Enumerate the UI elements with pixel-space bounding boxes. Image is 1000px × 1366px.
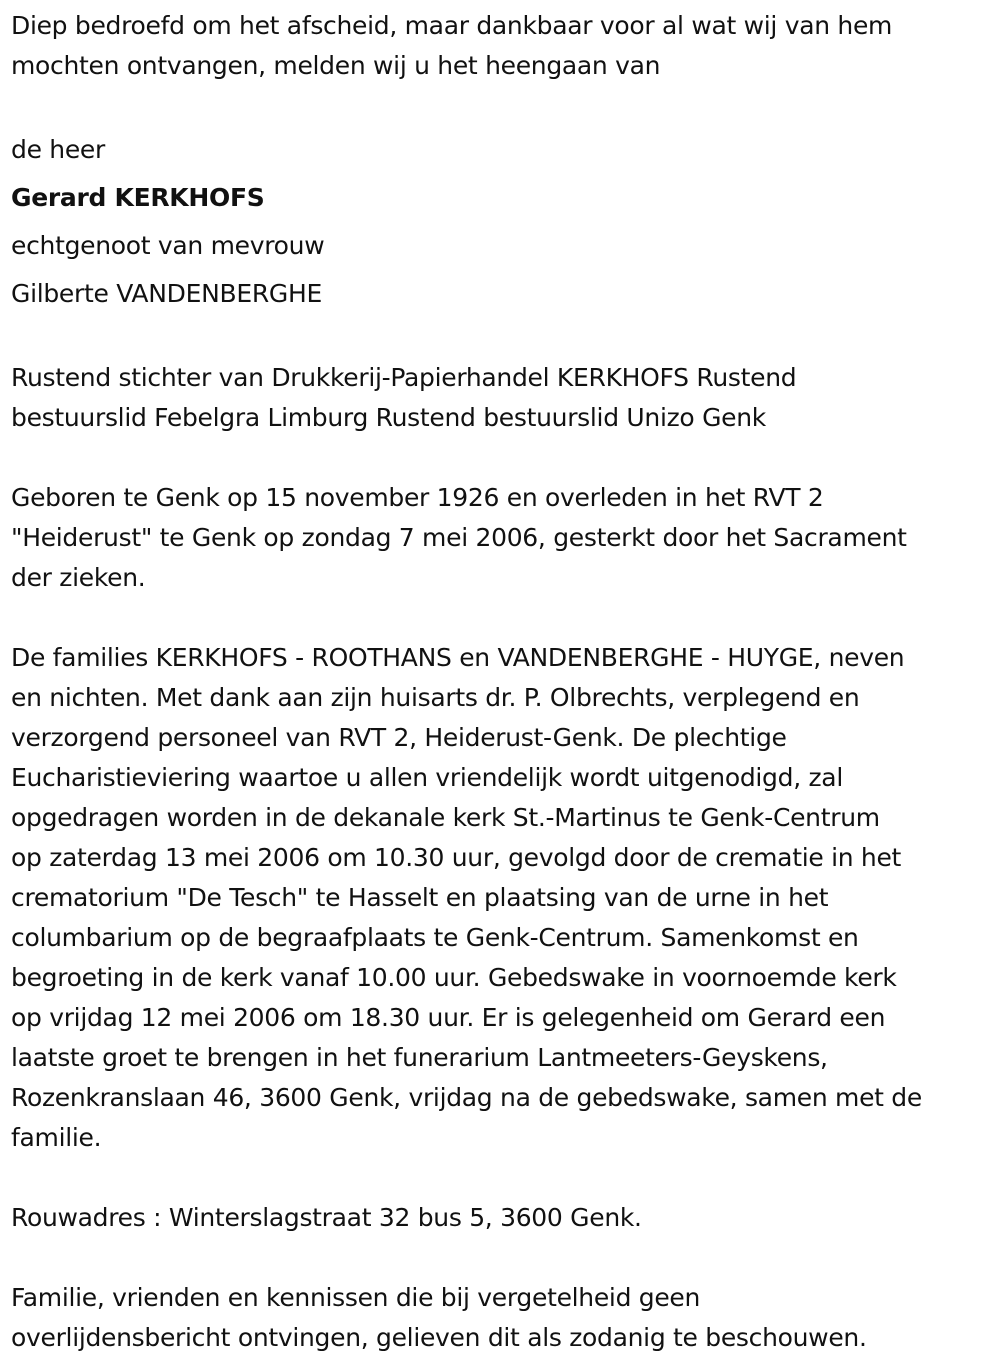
mourning-address: Rouwadres : Winterslagstraat 32 bus 5, 3600 Genk. <box>11 1203 642 1232</box>
families-line: Eucharistieviering waartoe u allen vriendelijk wordt uitgenodigd, zal <box>11 763 843 792</box>
spacer <box>11 318 991 358</box>
closing-paragraph <box>11 1278 991 1358</box>
deceased-name: Gerard KERKHOFS <box>11 183 265 212</box>
spouse-name: Gilberte VANDENBERGHE <box>11 279 322 308</box>
spacer <box>11 1238 991 1278</box>
address-paragraph <box>11 1198 991 1238</box>
families-paragraph <box>11 638 991 1158</box>
obituary-notice <box>11 6 991 1358</box>
families-line: op zaterdag 13 mei 2006 om 10.30 uur, gevolgd door de crematie in het <box>11 843 902 872</box>
families-line: verzorgend personeel van RVT 2, Heiderust-Genk. De plechtige <box>11 723 787 752</box>
birth-death-line: "Heiderust" te Genk op zondag 7 mei 2006, gesterkt door het Sacrament <box>11 523 907 552</box>
intro-line: mochten ontvangen, melden wij u het heengaan van <box>11 51 661 80</box>
families-line: familie. <box>11 1123 102 1152</box>
families-line: Rozenkranslaan 46, 3600 Genk, vrijdag na de gebedswake, samen met de <box>11 1083 922 1112</box>
spacer <box>11 86 991 126</box>
families-line: begroeting in de kerk vanaf 10.00 uur. Gebedswake in voornoemde kerk <box>11 963 897 992</box>
families-line: crematorium "De Tesch" te Hasselt en plaatsing van de urne in het <box>11 883 829 912</box>
birth-death-line: der zieken. <box>11 563 146 592</box>
roles-line: bestuurslid Febelgra Limburg Rustend bestuurslid Unizo Genk <box>11 403 766 432</box>
birth-death-paragraph <box>11 478 991 598</box>
deceased-title: de heer <box>11 135 105 164</box>
families-line: op vrijdag 12 mei 2006 om 18.30 uur. Er is gelegenheid om Gerard een <box>11 1003 886 1032</box>
families-line: en nichten. Met dank aan zijn huisarts dr. P. Olbrechts, verplegend en <box>11 683 860 712</box>
spacer <box>11 438 991 478</box>
families-line: De families KERKHOFS - ROOTHANS en VANDENBERGHE - HUYGE, neven <box>11 643 905 672</box>
spacer <box>11 598 991 638</box>
families-line: laatste groet te brengen in het funerarium Lantmeeters-Geyskens, <box>11 1043 828 1072</box>
families-line: columbarium op de begraafplaats te Genk-Centrum. Samenkomst en <box>11 923 859 952</box>
families-line: opgedragen worden in de dekanale kerk St.-Martinus te Genk-Centrum <box>11 803 880 832</box>
birth-death-line: Geboren te Genk op 15 november 1926 en overleden in het RVT 2 <box>11 483 824 512</box>
closing-line: overlijdensbericht ontvingen, gelieven dit als zodanig te beschouwen. <box>11 1323 867 1352</box>
spacer <box>11 1158 991 1198</box>
roles-paragraph <box>11 358 991 438</box>
closing-line: Familie, vrienden en kennissen die bij vergetelheid geen <box>11 1283 701 1312</box>
intro-paragraph <box>11 6 991 86</box>
intro-line: Diep bedroefd om het afscheid, maar dankbaar voor al wat wij van hem <box>11 11 893 40</box>
roles-line: Rustend stichter van Drukkerij-Papierhandel KERKHOFS Rustend <box>11 363 797 392</box>
deceased-relation: echtgenoot van mevrouw <box>11 231 325 260</box>
